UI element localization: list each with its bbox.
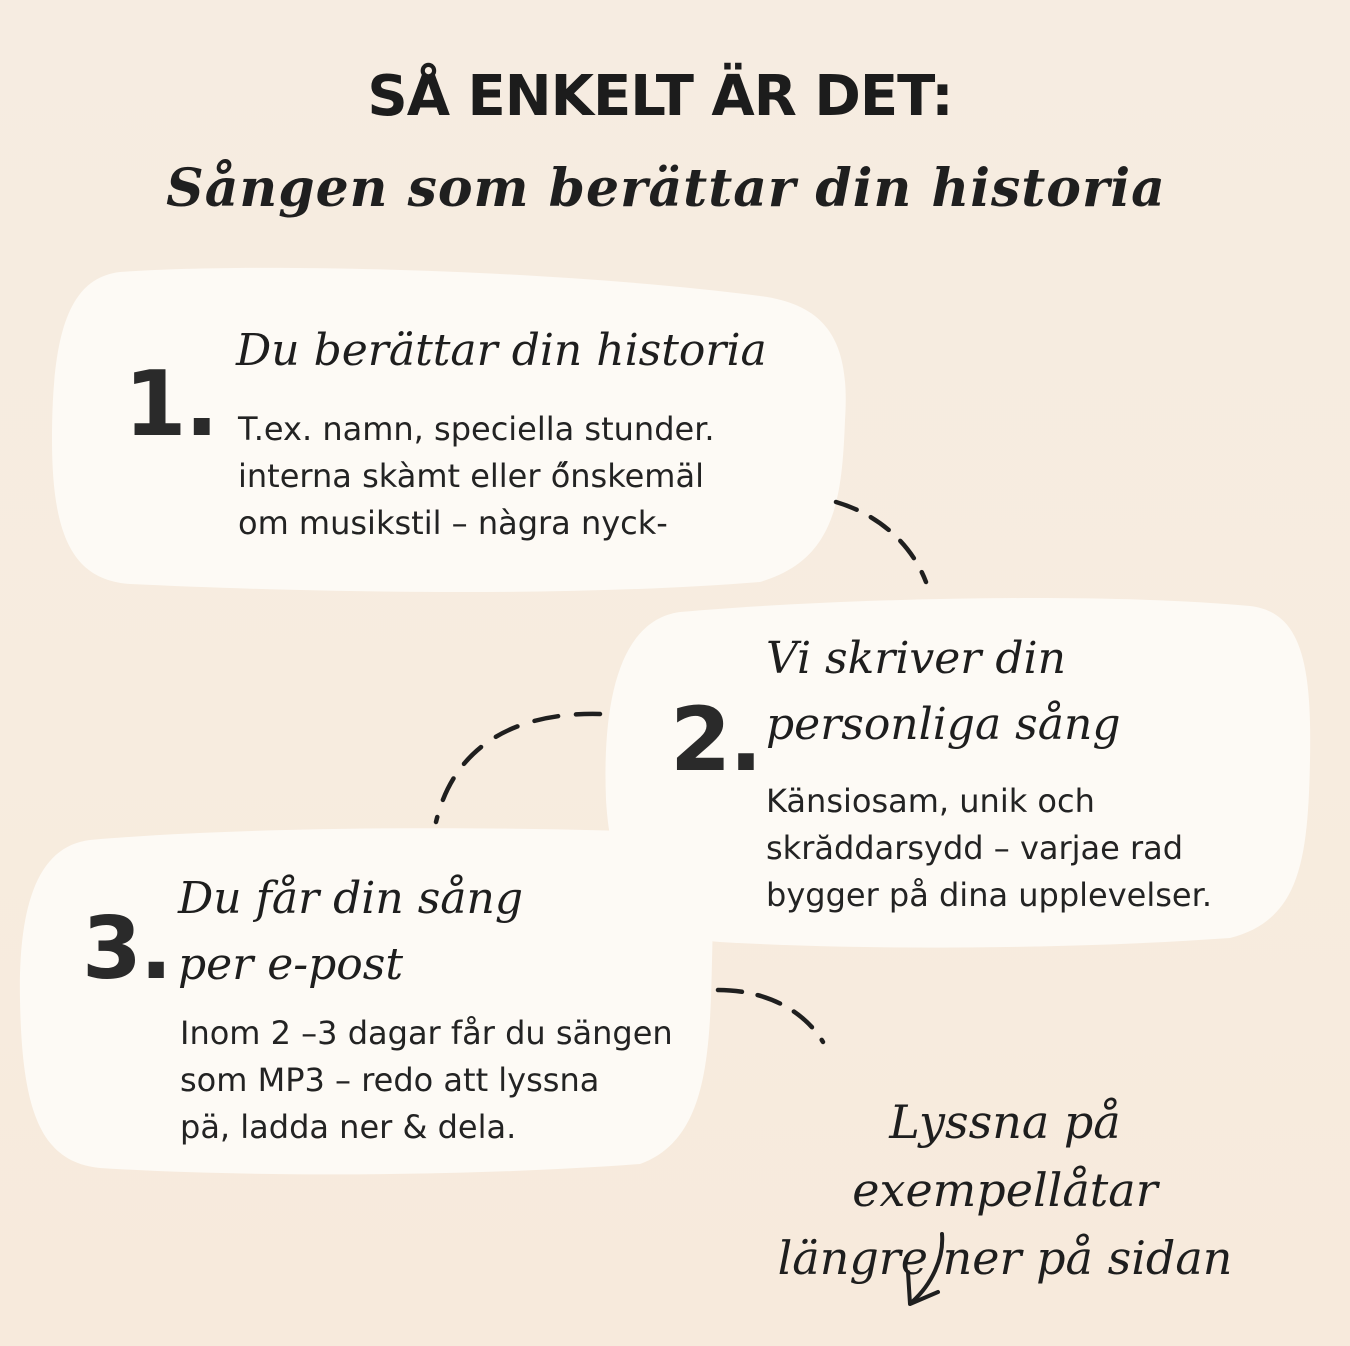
step-3-title-line: Du får din sång: [178, 873, 524, 924]
step-2-desc-line: bygger på dina upplevelser.: [766, 876, 1212, 914]
step-2-desc-line: Känsiosam, unik och: [766, 782, 1095, 820]
connector-1-2: [836, 502, 926, 582]
step-1-desc-line: interna skàmt eller ő́nskemäl: [238, 457, 704, 495]
step-2-description: [766, 778, 1212, 919]
step-1-desc-line: T.ex. namn, speciella stunder.: [238, 410, 715, 448]
step-3-desc-line: som MP3 – redo att lyssna: [180, 1061, 600, 1099]
step-1-desc-line: om musikstil – nàgra nyck-: [238, 504, 668, 542]
step-2-title-line: personliga sång: [766, 699, 1121, 750]
step-1-description: [238, 406, 715, 547]
step-1-title: [236, 318, 767, 384]
step-3-desc-line: Inom 2 –3 dagar får du sängen: [180, 1014, 673, 1052]
step-3-description: [180, 1010, 673, 1151]
step-2-number: 2.: [670, 688, 761, 791]
step-3-title-line: per e-post: [178, 939, 404, 990]
step-1-number: 1.: [124, 352, 217, 457]
listen-examples-note: [730, 1088, 1280, 1292]
connector-3-cta: [718, 990, 823, 1042]
cta-line: Lyssna på exempellåtar: [852, 1095, 1158, 1217]
connector-2-3: [436, 714, 600, 822]
page-title: SÅ ENKELT ÄR DET:: [367, 64, 953, 129]
page-subtitle: Sången som berättar din historia: [166, 158, 1166, 219]
cta-line: längre ner på sidan: [777, 1231, 1233, 1285]
step-2-title-line: Vi skriver din: [766, 633, 1066, 684]
step-2-desc-line: skrăddarsydd – varjae rad: [766, 829, 1184, 867]
step-3-desc-line: pä, ladda ner & dela.: [180, 1108, 517, 1146]
step-3-number: 3.: [82, 899, 171, 999]
step-3-title: [178, 866, 523, 998]
step-2-title: [766, 626, 1121, 758]
step-1-title-line: Du berättar din historia: [236, 325, 767, 376]
